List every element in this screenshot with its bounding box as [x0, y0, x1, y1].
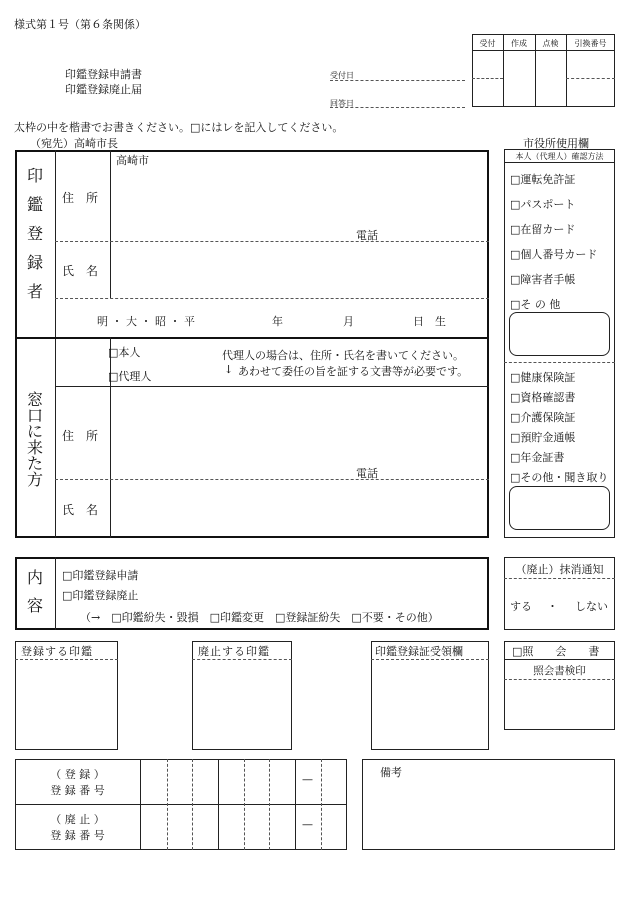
id-disability-handbook[interactable]: □障害者手帳 — [510, 273, 576, 286]
agent-note-line2: あわせて委任の旨を証する文書等が必要です。 — [238, 365, 469, 378]
option-apply[interactable]: □印鑑登録申請 — [62, 569, 139, 582]
visitor-name-label: 氏 名 — [62, 503, 99, 517]
receipt-seal-label: 印鑑登録証受領欄 — [375, 645, 463, 658]
agent-checkbox[interactable]: □代理人 — [108, 370, 152, 383]
id-other-hearing[interactable]: □その他・聞き取り — [510, 471, 609, 484]
id-other-hearing-bracket[interactable] — [509, 486, 610, 530]
id-check-header: 本人（代理人）確認方法 — [515, 152, 604, 161]
cancel-notice-not[interactable]: しない — [575, 600, 608, 613]
abolished-number-label-bottom: 登 録 番 号 — [50, 829, 105, 842]
created-header: 作成 — [511, 39, 527, 48]
abolished-number-label-top: （ 廃 止 ） — [50, 813, 105, 826]
cancel-notice-separator: ・ — [547, 600, 558, 613]
checked-header: 点検 — [542, 39, 559, 48]
registrant-name-field[interactable] — [112, 243, 487, 297]
birth-month-label: 月 — [343, 315, 354, 328]
abolish-seal-label: 廃止する印鑑 — [198, 645, 270, 658]
visitor-name-field[interactable] — [112, 481, 487, 536]
id-qualification-cert[interactable]: □資格確認書 — [510, 391, 576, 404]
received-header: 受付 — [479, 39, 496, 48]
id-care-insurance[interactable]: □介護保険証 — [510, 411, 576, 424]
city-prefill: 高崎市 — [116, 154, 149, 167]
addressee: （宛先）高崎市長 — [30, 137, 118, 150]
form-number-label: 様式第１号（第６条関係） — [14, 18, 146, 31]
registrant-phone-label: 電話 — [356, 229, 378, 242]
option-abolish[interactable]: □印鑑登録廃止 — [62, 589, 139, 602]
visitor-address-label: 住 所 — [62, 429, 99, 443]
visitor-phone-label: 電話 — [356, 467, 378, 480]
doc-title-abolish: 印鑑登録廃止届 — [65, 83, 142, 96]
visitor-section-label: 窓 口 に 来 た 方 — [26, 390, 43, 489]
id-bankbook[interactable]: □預貯金通帳 — [510, 431, 576, 444]
id-drivers-license[interactable]: □運転免許証 — [510, 173, 576, 186]
birth-year-label: 年 — [272, 315, 283, 328]
exchange-number-header: 引換番号 — [574, 39, 607, 48]
agent-note-line1: 代理人の場合は、住所・氏名を書いてください。 — [222, 349, 464, 362]
registrant-address-field[interactable] — [116, 152, 486, 238]
register-seal-label: 登録する印鑑 — [21, 645, 93, 658]
registrant-section-label: 印 鑑 登 録 者 — [26, 166, 43, 301]
id-residence-card[interactable]: □在留カード — [510, 223, 576, 236]
registrant-address-label: 住 所 — [62, 191, 99, 205]
registered-number-label-bottom: 登 録 番 号 — [50, 784, 105, 797]
id-mynumber-card[interactable]: □個人番号カード — [510, 248, 598, 261]
received-date-label: 受付日 — [330, 71, 354, 80]
id-passport[interactable]: □パスポート — [510, 198, 576, 211]
remarks-label: 備考 — [380, 766, 402, 779]
registered-number-dash: — — [302, 773, 313, 786]
abolish-reasons[interactable]: （→ □印鑑紛失・毀損 □印鑑変更 □登録証紛失 □不要・その他） — [80, 611, 439, 624]
self-checkbox[interactable]: □本人 — [108, 346, 141, 359]
id-pension-cert[interactable]: □年金証書 — [510, 451, 565, 464]
registrant-name-label: 氏 名 — [62, 264, 99, 278]
era-options[interactable]: 明 ・ 大 ・ 昭 ・ 平 — [97, 315, 195, 328]
doc-title-apply: 印鑑登録申請書 — [65, 68, 142, 81]
cancel-notice-do[interactable]: する — [510, 600, 532, 613]
inquiry-checkbox[interactable]: □照 会 書 — [512, 645, 600, 658]
down-arrow-icon: ↓ — [224, 363, 234, 376]
content-label: 内 容 — [26, 568, 43, 615]
registered-number-label-top: （ 登 録 ） — [50, 768, 105, 781]
id-health-insurance[interactable]: □健康保険証 — [510, 371, 576, 384]
birth-day-label: 日 生 — [413, 315, 446, 328]
id-other[interactable]: □そ の 他 — [510, 298, 561, 311]
id-other-bracket[interactable] — [509, 312, 610, 356]
visitor-address-field[interactable] — [112, 388, 487, 477]
answer-date-label: 回答日 — [330, 99, 354, 108]
instruction-text: 太枠の中を楷書でお書きください。□にはレを記入してください。 — [14, 121, 344, 134]
abolished-number-dash: — — [302, 818, 313, 831]
cancel-notice-title: （廃止）抹消通知 — [515, 563, 604, 576]
inquiry-seal-label: 照会書検印 — [533, 665, 586, 677]
office-use-title: 市役所使用欄 — [523, 137, 589, 150]
